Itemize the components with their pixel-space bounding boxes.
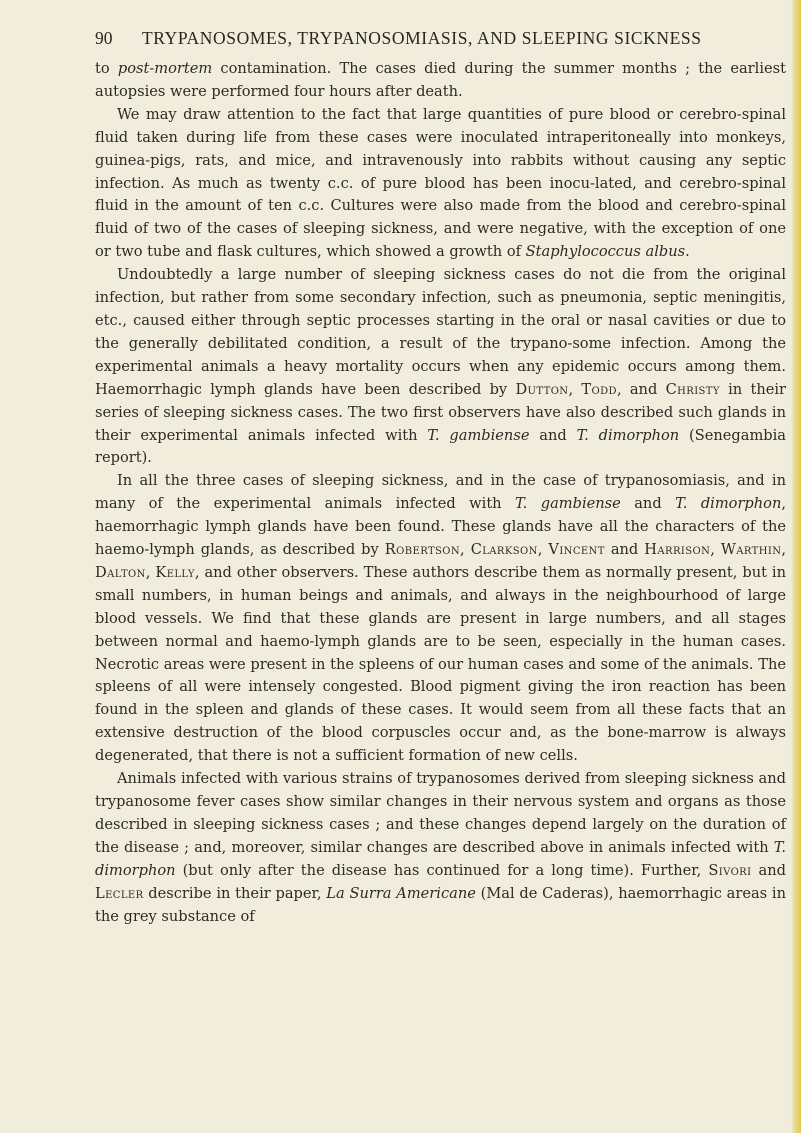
italic-term: post-mortem — [117, 60, 213, 77]
text-run: to — [95, 60, 118, 77]
text-run: describe in their paper, — [143, 884, 327, 902]
author-name: Dalton — [95, 563, 146, 581]
text-run: , — [781, 541, 787, 559]
author-name: Sivori — [708, 861, 752, 879]
text-run: in their series of sleeping sickness cases. The two first observers have also described such glands in their experimental animals infected with — [95, 380, 787, 444]
author-name: Clarkson — [470, 541, 538, 559]
text-run: and — [604, 541, 645, 559]
italic-term: T. dimorphon — [576, 426, 680, 444]
paragraph — [95, 470, 786, 768]
book-page — [95, 28, 786, 928]
text-run: . — [685, 243, 690, 261]
author-name: Vincent — [548, 541, 605, 559]
text-run: contamination. The cases died during the summer months ; the earliest autopsies were performed four hours after death. — [95, 60, 786, 100]
paragraph — [95, 264, 786, 470]
text-run: We may draw attention to the fact that large quantities of pure blood or cerebro-spinal fluid taken during life from these cases were inoculated intraperitoneally into monkeys, guinea-pigs, rats, and mice, and intravenously into rabbits without causing any septic infection. As much as twenty c.c. of pure blood has been inocu-lated, and cerebro-spinal fluid in the amount of ten c.c. Cultures were also made from the blood and cerebro-spinal fluid of two of the cases of sleeping sickness, and were negative, with the exception of one or two tube and flask cultures, which showed a growth of — [95, 105, 786, 261]
text-run: , haemorrhagic lymph glands have been found. These glands have all the characters of the haemo-lymph glands, as described by — [95, 495, 786, 559]
text-run: (Senegambia report). — [95, 426, 786, 467]
text-run: Undoubtedly a large number of sleeping sickness cases do not die from the original infection, but rather from some secondary infection, such as pneumonia, septic meningitis, etc., caused either through septic processes starting in the oral or nasal cavities or due to the generally debilitated condition, a result of the trypano-some infection. Among the experimental animals a heavy mortality occurs when any epidemic occurs among them. Haemorrhagic lymph glands have been described by — [95, 266, 786, 398]
text-run: , — [568, 380, 582, 398]
text-run: and — [751, 861, 786, 879]
text-run: , and — [616, 380, 666, 398]
italic-term: T. gambiense — [427, 426, 530, 444]
text-run: In all the three cases of sleeping sickness, and in the case of trypanosomiasis, and in many of the experimental animals infected with — [95, 472, 786, 513]
page-edge-shadow — [791, 0, 801, 1133]
author-name: Harrison — [644, 541, 711, 559]
paragraph — [95, 58, 786, 104]
italic-term: T. dimorphon — [675, 495, 782, 513]
italic-term: T. gambiense — [515, 495, 621, 513]
text-run: Animals infected with various strains of trypanosomes derived from sleeping sickness and trypanosome fever cases show similar changes in their nervous system and organs as those described in sleeping sickness cases ; and these changes depend largely on the duration of the disease ; and, moreover, similar changes are described above in animals infected with — [95, 770, 786, 856]
paragraph — [95, 104, 786, 264]
author-name: Dutton — [515, 380, 569, 398]
italic-term: Staphylococcus albus — [525, 243, 686, 261]
running-title: TRYPANOSOMES, TRYPANOSOMIASIS, AND SLEEPING SICKNESS — [142, 28, 702, 48]
text-run: and — [620, 495, 676, 513]
italic-term: La Surra Americane — [326, 884, 476, 902]
text-run: , — [537, 541, 549, 559]
author-name: Kelly — [155, 563, 195, 581]
text-run: , — [145, 563, 156, 581]
running-head — [95, 28, 786, 58]
text-run: , and other observers. These authors describe them as normally present, but in small numbers, in human beings and animals, and always in the neighbourhood of large blood vessels. We find that these glands are present in large numbers, and all stages between normal and haemo-lymph glands are to be seen, especially in the human cases. Necrotic areas were present in the spleens of our human cases and some of the animals. The spleens of all were intensely congested. Blood pigment giving the iron reaction has been found in the spleen and glands of these cases. It would seem from all these facts that an extensive destruction of the blood corpuscles occur and, as the bone-marrow is always degenerated, that there is not a sufficient formation of new cells. — [95, 563, 787, 765]
author-name: Robertson — [384, 541, 461, 559]
author-name: Todd — [581, 380, 617, 398]
author-name: Christy — [665, 380, 720, 398]
body-text — [95, 58, 786, 928]
text-run: and — [529, 426, 577, 444]
text-run: , — [460, 541, 471, 559]
page-number: 90 — [95, 28, 113, 48]
author-name: Warthin — [720, 541, 782, 559]
paragraph — [95, 768, 786, 928]
text-run: , — [710, 541, 721, 559]
text-run: (but only after the disease has continued for a long time). Further, — [175, 861, 709, 879]
text-run: (Mal de Caderas), haemorrhagic areas in the grey substance of — [95, 884, 786, 925]
author-name: Lecler — [95, 884, 144, 902]
italic-term: T. dimorphon — [95, 838, 786, 879]
